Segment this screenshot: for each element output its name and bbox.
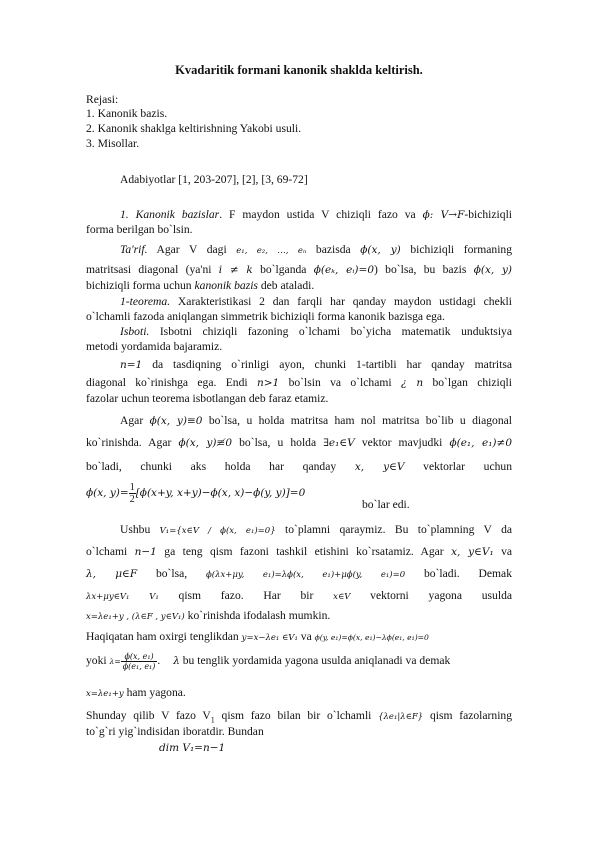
proof-line: Shunday qilib V fazo $V_1$ qism fazo bilan bir o`lchamli {λe₁|λ∈F} qism fazolarning <box>86 709 513 725</box>
proof-line: Ushbu V₁={x∈V / ϕ(x, e₁)=0} to`plamni qaraymiz. Bu to`plamning V da <box>120 523 513 536</box>
proof-line: λ, μ∈F bo`lsa, ϕ(λx+μy, e₁)=λϕ(x, e₁)+μϕ(y, e₁)=0 bo`ladi. Demak <box>86 567 512 580</box>
proof-line: bo`ladi, chunki aks holda har qanday x, y∈V vektorlar uchun <box>86 460 512 473</box>
formula-line: ϕ(x, y)= $\frac{1}{2}$ [ϕ(x+y, x+y)−ϕ(x, x)−ϕ(y, y)]=0 <box>86 482 306 505</box>
theorem-line: 1-teorema. Xarakteristikasi 2 dan farqli har qanday maydon ustidagi chekli <box>120 295 512 308</box>
paragraph-line: 1. Kanonik bazislar. F maydon ustida V chiziqli fazo va ϕ: V→F-bichiziqli <box>120 208 513 221</box>
proof-line: Isboti. Isbotni chiziqli fazoning o`lchami bo`yicha matematik unduktsiya <box>120 325 512 338</box>
proof-line: x=λe₁+y , (λ∈F , y∈V₁) ko`rinishda ifodalash mumkin. <box>86 609 331 622</box>
proof-line: to`g`ri yig`indisidan iboratdir. Bundan <box>86 725 264 738</box>
definition-line: Ta'rif. Agar V dagi e₁, e₂, …, eₙ bazisda ϕ(x, y) bichiziqli formaning <box>120 243 513 256</box>
proof-line: diagonal ko`rinishga ega. Endi n>1 bo`lsin va o`lchami ¿ n bo`lgan chiziqli <box>86 376 512 389</box>
proof-line: x=λe₁+y ham yagona. <box>86 686 186 699</box>
paragraph-line: forma berilgan bo`lsin. <box>86 223 193 236</box>
proof-line: Haqiqatan ham oxirgi tenglikdan y=x−λe₁ ∈V₁ va ϕ(y, e₁)=ϕ(x, e₁)−λϕ(e₁, e₁)=0 <box>86 630 429 643</box>
plan-heading: Rejasi: <box>86 93 119 106</box>
references: Adabiyotlar [1, 203-207], [2], [3, 69-72] <box>120 173 308 186</box>
proof-line: λx+μy∈V₁ V₁ qism fazo. Har bir x∈V vektorni yagona usulda <box>86 589 513 602</box>
proof-line: Agar ϕ(x, y)≡0 bo`lsa, u holda matritsa ham nol matritsa bo`lib u diagonal <box>120 414 512 427</box>
fraction: $\frac{\text{ϕ(x, e₁)}}{\text{ϕ(e₁, e₁)}}$ <box>122 652 156 671</box>
theorem-line: o`lchamli fazoda aniqlangan simmetrik bichiziqli forma kanonik bazisga ega. <box>86 310 445 323</box>
definition-line: bichiziqli forma uchun kanonik bazis deb ataladi. <box>86 279 315 292</box>
definition-line: matritsasi diagonal (ya'ni i ≠ k bo`lganda ϕ(eₖ, eᵢ)=0) bo`lsa, bu bazis ϕ(x, y) <box>86 263 512 276</box>
proof-line: o`lchami n−1 ga teng qism fazoni tashkil etishini ko`rsatamiz. Agar x, y∈V₁ va <box>86 545 513 558</box>
proof-line: bo`lar edi. <box>362 498 410 511</box>
page-title: Kvadaritik formani kanonik shaklda keltirish. <box>175 63 423 77</box>
plan-item: 1. Kanonik bazis. <box>86 107 168 120</box>
proof-line: ko`rinishda. Agar ϕ(x, y)≢0 bo`lsa, u holda ∃e₁∈V vektor mavjudki ϕ(e₁, e₁)≠0 <box>86 436 513 449</box>
proof-line: n=1 da tasdiqning o`rinligi ayon, chunki 1-tartibli har qanday matritsa <box>120 358 512 371</box>
plan-item: 2. Kanonik shaklga keltirishning Yakobi usuli. <box>86 122 302 135</box>
formula-line: yoki λ= $\frac{\text{ϕ(x, e₁)}}{\text{ϕ(e₁, e₁)}}$ . λ bu tenglik yordamida yagona usulda aniqlanadi va demak <box>86 652 451 671</box>
proof-line: fazolar uchun teorema isbotlangan deb faraz etamiz. <box>86 392 329 405</box>
proof-line: metodi yordamida bajaramiz. <box>86 340 223 353</box>
plan-item: 3. Misollar. <box>86 137 140 150</box>
formula-line: dim V₁=n−1 <box>159 742 226 754</box>
fraction: $\frac{1}{2}$ <box>129 482 135 505</box>
